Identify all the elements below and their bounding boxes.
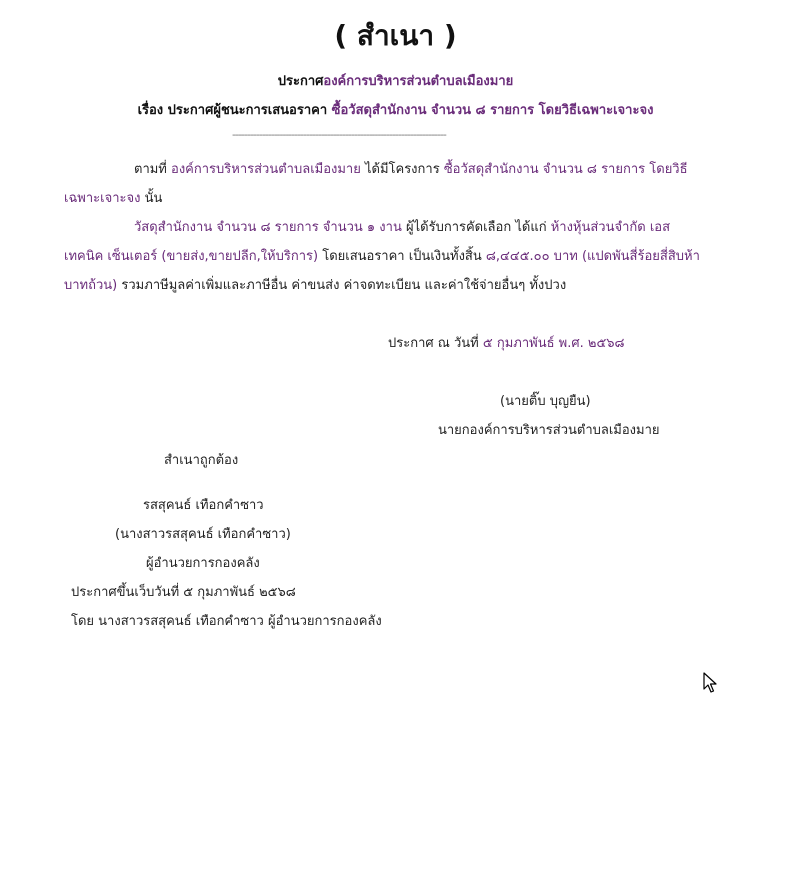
cert-title: ผู้อำนวยการกองคลัง <box>146 556 260 571</box>
para1-lead: ตามที่ <box>134 162 172 177</box>
para2-line1 <box>134 216 670 237</box>
para1-mid: ได้มีโครงการ <box>360 162 444 177</box>
org-prefix: ประกาศ <box>277 74 324 89</box>
cert-signature: รสสุคนธ์ เทือกคำซาว <box>143 498 264 513</box>
para2-price-text: โดยเสนอราคา เป็นเงินทั้งสิ้น <box>318 249 486 264</box>
para1-line2 <box>64 187 162 208</box>
para2-awarded: ผู้ได้รับการคัดเลือก ได้แก่ <box>401 220 551 235</box>
signer-name: (นายติ๊บ บุญยืน) <box>500 394 591 409</box>
web-posted-date: ประกาศขึ้นเว็บวันที่ ๕ กุมภาพันธ์ ๒๕๖๘ <box>71 585 296 600</box>
para2-vendor-line1: ห้างหุ้นส่วนจำกัด เอส <box>550 220 671 235</box>
para1-org: องค์การบริหารส่วนตำบลเมืองมาย <box>171 162 361 177</box>
posted-by: โดย นางสาวรสสุคนธ์ เทือกคำซาว ผู้อำนวยการกองคลัง <box>71 614 382 629</box>
announcement-org-line <box>0 70 791 91</box>
para2-tail: รวมภาษีมูลค่าเพิ่มและภาษีอื่น ค่าขนส่ง ค่าจดทะเบียน และค่าใช้จ่ายอื่นๆ ทั้งปวง <box>117 278 567 293</box>
divider-line: ------------------------------------------------------------------------ <box>232 128 446 141</box>
para2-amount: ๘,๔๔๕.๐๐ บาท (แปดพันสี่ร้อยสี่สิบห้า <box>485 249 700 264</box>
cert-name: (นางสาวรสสุคนธ์ เทือกคำซาว) <box>115 527 291 542</box>
para1-project-line2: เฉพาะเจาะจง <box>64 191 141 206</box>
para1-tail: นั้น <box>140 191 163 206</box>
para2-amount-line2: บาทถ้วน) <box>64 278 118 293</box>
para2-item: วัสดุสำนักงาน จำนวน ๘ รายการ จำนวน ๑ งาน <box>134 220 402 235</box>
document-title: ( สำเนา ) <box>334 19 457 52</box>
para2-line2 <box>64 245 700 266</box>
certified-copy-label: สำเนาถูกต้อง <box>164 453 239 468</box>
subject-detail: ซื้อวัสดุสำนักงาน จำนวน ๘ รายการ โดยวิธีเฉพาะเจาะจง <box>331 103 654 118</box>
para2-line3 <box>64 274 566 295</box>
announce-date-line <box>388 332 625 353</box>
mouse-pointer-icon <box>703 672 717 698</box>
para1-project-line1: ซื้อวัสดุสำนักงาน จำนวน ๘ รายการ โดยวิธี <box>443 162 688 177</box>
announce-prefix: ประกาศ ณ วันที่ <box>388 336 483 351</box>
announce-date: ๕ กุมภาพันธ์ พ.ศ. ๒๕๖๘ <box>482 336 625 351</box>
para1-line1 <box>134 158 688 179</box>
subject-line <box>0 99 791 120</box>
org-name: องค์การบริหารส่วนตำบลเมืองมาย <box>323 74 514 89</box>
para2-vendor-line2: เทคนิค เซ็นเตอร์ (ขายส่ง,ขายปลีก,ให้บริการ) <box>64 249 319 264</box>
subject-prefix: เรื่อง ประกาศผู้ชนะการเสนอราคา <box>137 103 332 118</box>
signer-title: นายกองค์การบริหารส่วนตำบลเมืองมาย <box>438 423 660 438</box>
